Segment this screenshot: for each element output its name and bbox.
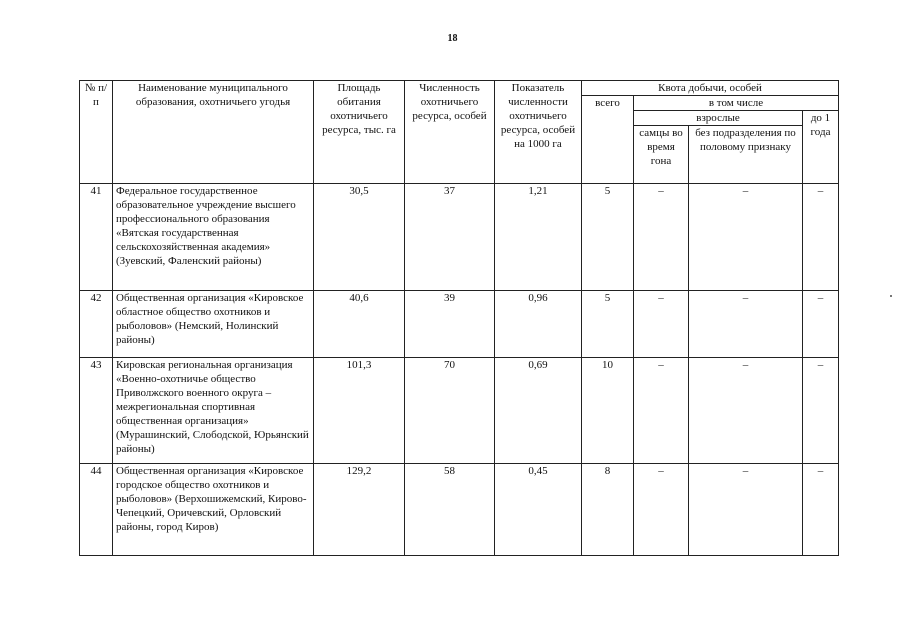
row-count: 37 [405,184,495,291]
row-density: 1,21 [495,184,582,291]
row-under-one: – [803,291,839,358]
row-no-sex: – [689,358,803,464]
row-num: 43 [80,358,113,464]
scan-speck [890,295,892,297]
header-under-one: до 1 года [803,111,839,184]
row-num: 44 [80,464,113,556]
hunting-quota-table [79,80,839,556]
page-number: 18 [447,33,458,44]
row-total: 8 [582,464,634,556]
header-count: Численность охотничьего ресурса, особей [405,81,495,184]
row-area: 40,6 [314,291,405,358]
header-area: Площадь обитания охотничьего ресурса, тыс. га [314,81,405,184]
header-density: Показатель численности охотничьего ресурса, особей на 1000 га [495,81,582,184]
header-total: всего [582,96,634,184]
row-count: 58 [405,464,495,556]
row-no-sex: – [689,464,803,556]
row-total: 5 [582,291,634,358]
row-males: – [634,358,689,464]
row-no-sex: – [689,291,803,358]
row-no-sex: – [689,184,803,291]
row-density: 0,96 [495,291,582,358]
table-row [80,291,839,358]
row-count: 39 [405,291,495,358]
header-num: № п/п [80,81,113,184]
row-name: Кировская региональная организация «Военно-охотничье общество Приволжского военного округа – межрегиональная спортивная общественная организация» (Мурашинский, Слободской, Юрьянский районы) [113,358,314,464]
row-males: – [634,184,689,291]
header-name: Наименование муниципального образования, охотничьего угодья [113,81,314,184]
row-density: 0,69 [495,358,582,464]
row-name: Общественная организация «Кировское областное общество охотников и рыболовов» (Немский, Нолинский районы) [113,291,314,358]
table-row [80,464,839,556]
row-density: 0,45 [495,464,582,556]
row-under-one: – [803,358,839,464]
row-under-one: – [803,184,839,291]
row-area: 30,5 [314,184,405,291]
row-males: – [634,464,689,556]
table-row [80,358,839,464]
row-area: 129,2 [314,464,405,556]
header-no-sex: без подразделения по половому признаку [689,126,803,184]
row-total: 5 [582,184,634,291]
header-quota: Квота добычи, особей [582,81,839,96]
header-adults: взрослые [634,111,803,126]
row-total: 10 [582,358,634,464]
row-count: 70 [405,358,495,464]
row-males: – [634,291,689,358]
row-area: 101,3 [314,358,405,464]
table-row [80,184,839,291]
row-num: 42 [80,291,113,358]
row-name: Федеральное государственное образовательное учреждение высшего профессионального образования «Вятская государственная сельскохозяйственная академия» (Зуевский, Фаленский районы) [113,184,314,291]
header-including: в том числе [634,96,839,111]
row-num: 41 [80,184,113,291]
row-name: Общественная организация «Кировское городское общество охотников и рыболовов» (Верхошижемский, Кирово-Чепецкий, Оричевский, Орловский районы, город Киров) [113,464,314,556]
header-males: самцы во время гона [634,126,689,184]
row-under-one: – [803,464,839,556]
